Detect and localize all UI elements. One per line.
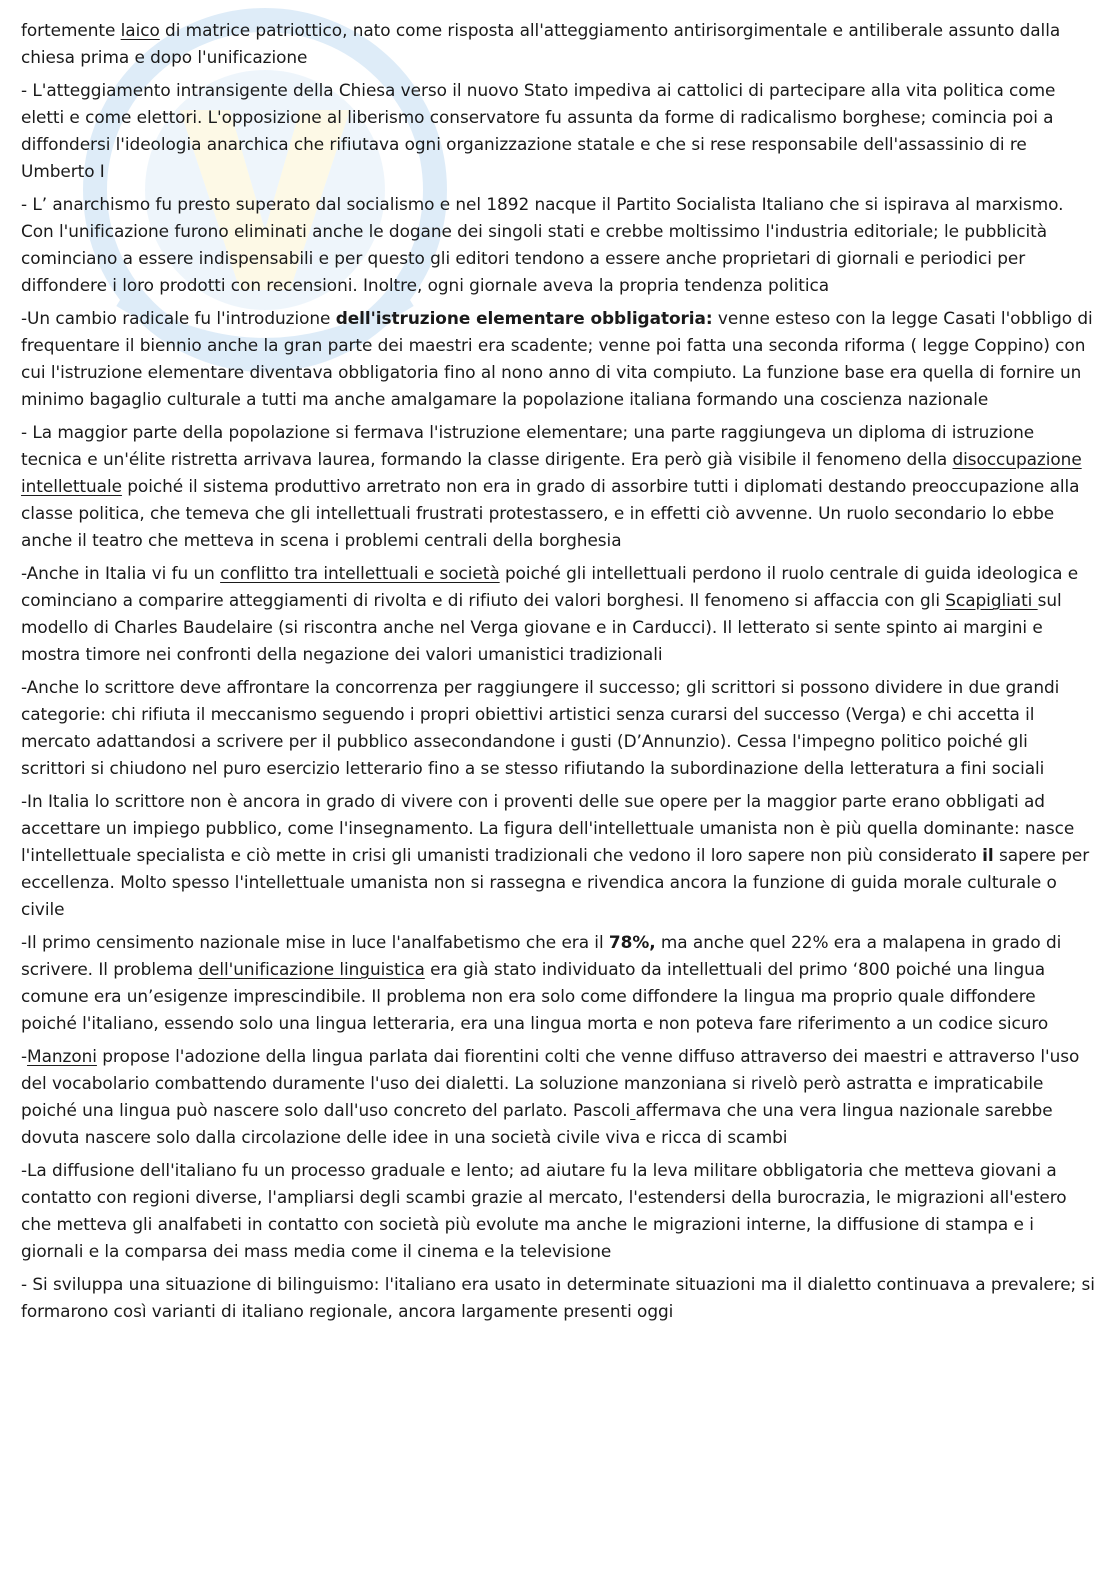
- underlined-text: dell'unificazione linguistica: [198, 959, 425, 979]
- text-run: poiché il sistema produttivo arretrato non era in grado di assorbire tutti i diplomati destando preoccupazione alla classe politica, che temeva che gli intellettuali frustrati protestassero, e in effetti ciò avvenne. Un ruolo secondario lo ebbe anche il teatro che metteva in scena i problemi centrali della borghesia: [21, 476, 1080, 550]
- bold-text: 78%,: [608, 932, 656, 952]
- text-run: -La diffusione dell'italiano fu un processo graduale e lento; ad aiutare fu la leva militare obbligatoria che metteva giovani a contatto con regioni diverse, l'ampliarsi degli scambi grazie al mercato, l'estendersi della burocrazia, le migrazioni all'estero che metteva gli analfabeti in contatto con società più evolute ma anche le migrazioni interne, la diffusione di stampa e i giornali e la comparsa dei mass media come il cinema e la televisione: [21, 1160, 1067, 1261]
- paragraph-3: [21, 191, 1095, 299]
- text-run: affermava che una vera lingua nazionale sarebbe dovuta nascere solo dalla circolazione delle idee in una società civile viva e ricca di scambi: [21, 1100, 1053, 1147]
- text-run: poiché gli intellettuali perdono il ruolo centrale di guida ideologica e cominciano a comparire atteggiamenti di rivolta e di rifiuto dei valori borghesi. Il fenomeno si affaccia con gli: [21, 563, 1079, 610]
- paragraph-2: [21, 77, 1095, 185]
- text-run: venne esteso con la legge Casati l'obbligo di frequentare il biennio anche la gran parte dei maestri era scadente; venne poi fatta una seconda riforma ( legge Coppino) con cui l'istruzione elementare diventava obbligatoria fino al nono anno di vita compiuto. La funzione base era quella di fornire un minimo bagaglio culturale a tutti ma anche amalgamare la popolazione italiana formando una coscienza nazionale: [21, 308, 1093, 409]
- bold-text: il: [982, 845, 994, 865]
- paragraph-6: [21, 560, 1095, 668]
- text-run: ma anche quel 22% era a malapena in grado di scrivere. Il problema: [21, 932, 1062, 979]
- underlined-text: conflitto tra intellettuali e società: [220, 563, 500, 583]
- text-run: - L'atteggiamento intransigente della Chiesa verso il nuovo Stato impediva ai cattolici di partecipare alla vita politica come eletti e come elettori. L'opposizione al liberismo conservatore fu assunta da forme di radicalismo borghese; comincia poi a diffondersi l'ideologia anarchica che rifiutava ogni organizzazione statale e che si rese responsabile dell'assassinio di re Umberto I: [21, 80, 1056, 181]
- paragraph-8: [21, 788, 1095, 923]
- paragraph-1: [21, 17, 1095, 71]
- text-run: sul modello di Charles Baudelaire (si riscontra anche nel Verga giovane e in Carducci). Il letterato si sente spinto ai margini e mostra timore nei confronti della negazione dei valori umanistici tradizionali: [21, 590, 1062, 664]
- text-run: -Anche lo scrittore deve affrontare la concorrenza per raggiungere il successo; gli scrittori si possono dividere in due grandi categorie: chi rifiuta il meccanismo seguendo i propri obiettivi artistici senza curarsi del successo (Verga) e chi accetta il mercato adattandosi a scrivere per il pubblico assecondandone i gusti (D’Annunzio). Cessa l'impegno politico poiché gli scrittori si chiudono nel puro esercizio letterario fino a se stesso rifiutando la subordinazione della letteratura a fini sociali: [21, 677, 1060, 778]
- paragraph-9: [21, 929, 1095, 1037]
- text-run: di matrice patriottico, nato come risposta all'atteggiamento antirisorgimentale e antiliberale assunto dalla chiesa prima e dopo l'unificazione: [21, 20, 1061, 67]
- paragraph-4: [21, 305, 1095, 413]
- text-run: - Si sviluppa una situazione di bilinguismo: l'italiano era usato in determinate situazioni ma il dialetto continuava a prevalere; si formarono così varianti di italiano regionale, ancora largamente presenti oggi: [21, 1274, 1095, 1321]
- text-run: -: [21, 1046, 28, 1066]
- bold-text: dell'istruzione elementare obbligatoria:: [335, 308, 713, 328]
- underlined-text: disoccupazione intellettuale: [21, 449, 1082, 496]
- text-run: propose l'adozione della lingua parlata dai fiorentini colti che venne diffuso attraverso dei maestri e attraverso l'uso del vocabolario combattendo duramente l'uso dei dialetti. La soluzione manzoniana si rivelò però astratta e impraticabile poiché una lingua può nascere solo dall'uso concreto del parlato. Pascoli: [21, 1046, 1080, 1120]
- underlined-text: Scapigliati: [945, 590, 1038, 610]
- underlined-text: Manzoni: [27, 1046, 97, 1066]
- paragraph-10: [21, 1043, 1095, 1151]
- document-body: [21, 17, 1095, 1331]
- underlined-text: laico: [120, 20, 160, 40]
- text-run: era già stato individuato da intellettuali del primo ‘800 poiché una lingua comune era un’esigenze imprescindibile. Il problema non era solo come diffondere la lingua ma proprio quale diffondere poiché l'italiano, essendo solo una lingua letteraria, era una lingua morta e non poteva fare riferimento a un codice sicuro: [21, 959, 1049, 1033]
- paragraph-5: [21, 419, 1095, 554]
- text-run: fortemente: [21, 20, 121, 40]
- paragraph-7: [21, 674, 1095, 782]
- paragraph-11: [21, 1157, 1095, 1265]
- text-run: -In Italia lo scrittore non è ancora in grado di vivere con i proventi delle sue opere per la maggior parte erano obbligati ad accettare un impiego pubblico, come l'insegnamento. La figura dell'intellettuale umanista non è più quella dominante: nasce l'intellettuale specialista e ciò mette in crisi gli umanisti tradizionali che vedono il loro sapere non più considerato: [21, 791, 1075, 865]
- text-run: sapere per eccellenza. Molto spesso l'intellettuale umanista non si rassegna e rivendica ancora la funzione di guida morale culturale o civile: [21, 845, 1090, 919]
- text-run: - La maggior parte della popolazione si fermava l'istruzione elementare; una parte raggiungeva un diploma di istruzione tecnica e un'élite ristretta arrivava laurea, formando la classe dirigente. Era però già visibile il fenomeno della: [21, 422, 1035, 469]
- text-run: -Il primo censimento nazionale mise in luce l'analfabetismo che era il: [21, 932, 609, 952]
- text-run: -Anche in Italia vi fu un: [21, 563, 221, 583]
- text-run: - L’ anarchismo fu presto superato dal socialismo e nel 1892 nacque il Partito Socialista Italiano che si ispirava al marxismo. Con l'unificazione furono eliminati anche le dogane dei singoli stati e crebbe moltissimo l'industria editoriale; le pubblicità cominciano a essere indispensabili e per questo gli editori tendono a essere anche proprietari di giornali e periodici per diffondere i loro prodotti con recensioni. Inoltre, ogni giornale aveva la propria tendenza politica: [21, 194, 1064, 295]
- text-run: -Un cambio radicale fu l'introduzione: [21, 308, 336, 328]
- paragraph-12: [21, 1271, 1095, 1325]
